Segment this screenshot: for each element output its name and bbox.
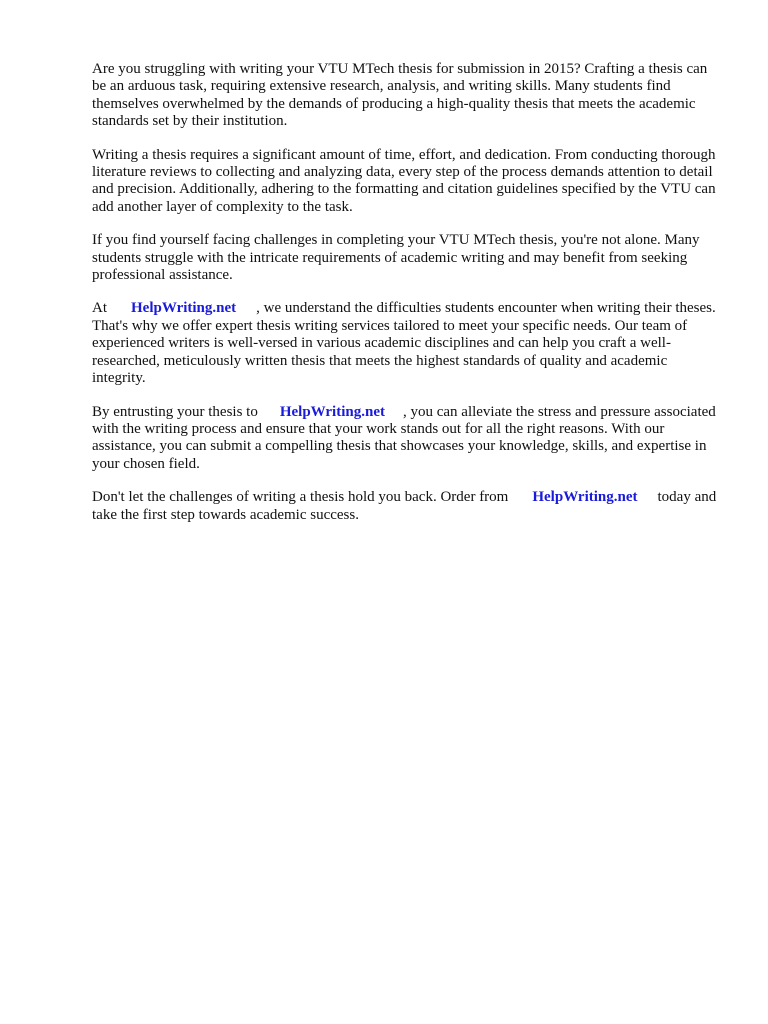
paragraph-intro: Are you struggling with writing your VTU MTech thesis for submission in 2015? Crafting a thesis can be an arduous task, requiring extensive research, analysis, and writing skills. Many students find themselves overwhelmed by the demands of producing a high-quality thesis that meets the academic standards set by their institution. — [92, 61, 708, 130]
paragraph-order-body: today and take the first step towards academic success. — [92, 489, 717, 523]
document-page — [92, 61, 722, 540]
paragraph-order-lead: Don't let the challenges of writing a thesis hold you back. Order from — [92, 489, 509, 506]
paragraph-challenges: If you find yourself facing challenges in completing your VTU MTech thesis, you're not alone. Many students struggle with the intricate requirements of academic writing and may benefit from seeking professional assistance. — [92, 232, 700, 284]
paragraph-services — [92, 300, 722, 387]
helpwriting-link-2[interactable]: HelpWriting.net — [279, 403, 385, 420]
paragraph-services-body: , we understand the difficulties students encounter when writing their theses. That's why we offer expert thesis writing services tailored to meet your specific needs. Our team of experienced writers is well-versed in various academic disciplines and can help you craft a well-researched, meticulously written thesis that meets the highest standards of quality and academic integrity. — [92, 300, 716, 387]
paragraph-services-lead: At — [92, 300, 107, 317]
paragraph-requirements: Writing a thesis requires a significant amount of time, effort, and dedication. From conducting thorough literature reviews to collecting and analyzing data, every step of the process demands attention to detail and precision. Additionally, adhering to the formatting and citation guidelines specified by the VTU can add another layer of complexity to the task. — [92, 146, 716, 215]
paragraph-entrusting — [92, 404, 722, 474]
paragraph-entrusting-body: , you can alleviate the stress and pressure associated with the writing process and ensure that your work stands out for all the right reasons. With our assistance, you can submit a compelling thesis that showcases your knowledge, skills, and expertise in your chosen field. — [92, 403, 716, 472]
helpwriting-link-3[interactable]: HelpWriting.net — [532, 489, 638, 506]
paragraph-entrusting-lead: By entrusting your thesis to — [92, 403, 258, 420]
helpwriting-link-1[interactable]: HelpWriting.net — [131, 300, 237, 317]
paragraph-order — [92, 489, 722, 524]
